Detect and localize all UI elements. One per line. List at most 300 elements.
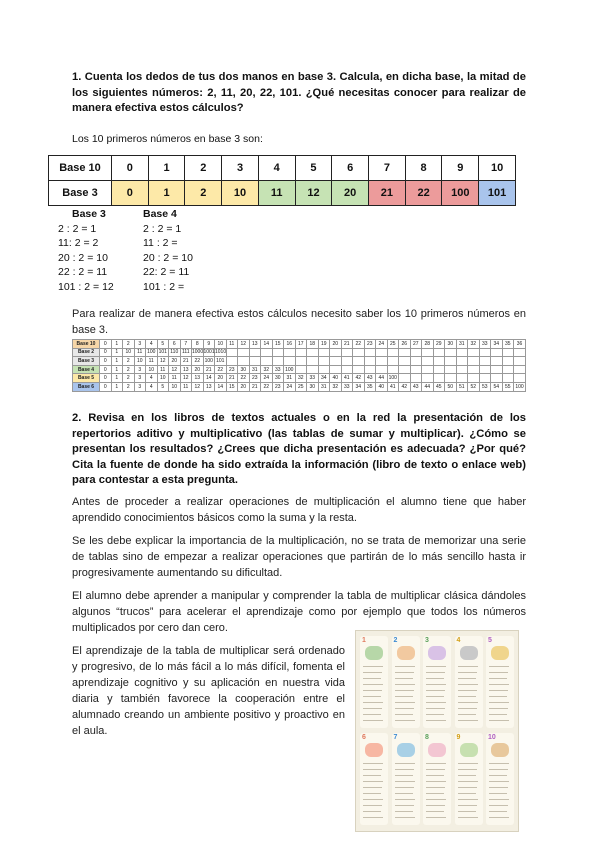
multi-base-cell	[468, 374, 480, 383]
multi-base-cell: 100	[388, 375, 397, 382]
multi-base-cell: 13	[192, 374, 204, 383]
multi-base-cell	[387, 348, 399, 357]
table-line	[489, 805, 508, 806]
multi-base-cell: 11	[134, 348, 146, 357]
table-line	[458, 714, 476, 715]
animal-icon	[460, 743, 478, 757]
table-line	[458, 793, 476, 794]
table-line	[426, 720, 446, 721]
multi-base-cell	[295, 348, 307, 357]
table-line	[458, 696, 476, 697]
multi-base-cell	[284, 357, 296, 366]
multi-base-cell	[364, 357, 376, 366]
table-line	[458, 811, 476, 812]
animal-icon	[397, 743, 415, 757]
multi-base-cell: 15	[226, 382, 238, 391]
multi-base-cell	[479, 348, 491, 357]
multi-base-label: Base 10	[73, 340, 100, 349]
multi-base-cell	[468, 365, 480, 374]
base3-cell: 21	[369, 181, 406, 206]
base10-cell: 0	[112, 156, 149, 181]
multi-base-cell: 11	[169, 374, 181, 383]
multi-base-cell: 21	[249, 382, 261, 391]
table-line	[395, 817, 415, 818]
multi-base-cell: 18	[307, 340, 319, 349]
table-line	[395, 720, 415, 721]
table-line	[395, 775, 413, 776]
multi-base-cell: 100	[285, 366, 294, 373]
multi-base-cell: 3	[134, 374, 146, 383]
table-line	[489, 720, 509, 721]
table-line	[458, 769, 477, 770]
multi-base-cell	[261, 357, 273, 366]
multi-base-cell: 14	[203, 374, 215, 383]
multi-base-cell: 45	[433, 382, 445, 391]
table-line	[363, 702, 383, 703]
multi-base-cell: 28	[422, 340, 434, 349]
table-line	[363, 787, 382, 788]
multi-base-cell: 31	[284, 374, 296, 383]
multi-base-label: Base 6	[73, 382, 100, 391]
multi-base-cell	[399, 348, 411, 357]
table-line	[426, 666, 446, 667]
table-line	[363, 690, 382, 691]
multi-base-cell: 1	[111, 382, 123, 391]
multi-base-cell: 30	[238, 365, 250, 374]
multi-base-cell: 100	[204, 357, 213, 364]
animal-icon	[397, 646, 415, 660]
paragraph-4: El aprendizaje de la tabla de multiplicar será ordenado y progresivo, de lo más fácil a lo más difícil, fomenta el aprendizaje cognitivo y su aplicación en nuestra vida diaria y también favorece la cooperación entre el alumnado creando un ambiente positivo y proactivo en el aula.	[72, 645, 345, 737]
multi-base-cell	[422, 357, 434, 366]
multi-base-cell: 51	[456, 382, 468, 391]
multi-base-cell: 0	[100, 348, 112, 357]
multi-base-cell: 34	[318, 374, 330, 383]
question-1: 1. Cuenta los dedos de tus dos manos en base 3. Calcula, en dicha base, la mitad de los siguientes números: 2, 11, 20, 22, 101. ¿Qué necesitas conocer para realizar de manera efectiva estos cálculos?	[72, 71, 526, 114]
multi-base-cell	[422, 365, 434, 374]
table-line	[458, 787, 477, 788]
multi-base-cell	[330, 357, 342, 366]
table-line	[458, 690, 477, 691]
answer-1: Para realizar de manera efectiva estos cálculos necesito saber los 10 primeros números en base 3.	[72, 308, 526, 336]
table-line	[489, 769, 508, 770]
multi-base-cell: 21	[226, 374, 238, 383]
table-line	[458, 817, 478, 818]
multi-base-cell	[433, 374, 445, 383]
table-card-number: 1	[362, 637, 366, 644]
base3-row	[49, 181, 516, 206]
table-line	[395, 696, 413, 697]
table-line	[363, 775, 381, 776]
base3-cell: 22	[405, 181, 442, 206]
multi-base-cell	[307, 348, 319, 357]
multi-base-cell: 30	[307, 382, 319, 391]
multi-base-cell: 110	[170, 349, 179, 356]
multi-base-cell: 22	[192, 357, 204, 366]
base3-cell: 101	[479, 181, 516, 206]
table-line	[426, 708, 445, 709]
multi-base-cell: 33	[307, 374, 319, 383]
multi-base-cell: 12	[192, 382, 204, 391]
multi-base-cell	[387, 365, 399, 374]
animal-icon	[428, 646, 446, 660]
table-line	[426, 805, 445, 806]
multi-base-cell	[272, 348, 284, 357]
table-line	[489, 708, 508, 709]
multi-base-cell	[284, 348, 296, 357]
multi-base-cell: 2	[123, 340, 135, 349]
animal-icon	[460, 646, 478, 660]
multi-base-cell	[502, 348, 514, 357]
table-line	[363, 817, 383, 818]
multi-base-cell: 10	[215, 340, 227, 349]
base3-division-column	[58, 207, 114, 295]
multi-base-cell: 101	[216, 357, 225, 364]
table-line	[363, 672, 382, 673]
table-line	[363, 811, 381, 812]
multi-base-cell: 111	[181, 349, 190, 356]
base3-cell: 12	[295, 181, 332, 206]
table-line	[363, 763, 383, 764]
multi-base-cell	[468, 348, 480, 357]
multi-base-cell: 4	[146, 382, 158, 391]
multi-base-cell: 1000	[192, 349, 204, 356]
multi-base-label: Base 2	[73, 348, 100, 357]
table-line	[489, 714, 507, 715]
base10-cell: 10	[479, 156, 516, 181]
multi-base-cell	[456, 357, 468, 366]
table-line	[363, 678, 381, 679]
base3-division-line: 101 : 2 = 12	[58, 280, 114, 293]
table-line	[489, 811, 507, 812]
table-line	[458, 666, 478, 667]
table-line	[426, 769, 445, 770]
multi-base-cell: 11	[157, 365, 169, 374]
multi-base-cell	[399, 365, 411, 374]
multi-base-cell	[238, 348, 250, 357]
multi-base-cell: 40	[376, 382, 388, 391]
multi-base-cell	[364, 348, 376, 357]
multi-base-cell: 5	[157, 340, 169, 349]
multi-base-cell: 42	[399, 382, 411, 391]
multi-base-cell: 52	[468, 382, 480, 391]
table-card	[360, 636, 388, 728]
table-line	[363, 696, 381, 697]
multi-base-cell: 7	[180, 340, 192, 349]
multi-base-cell: 23	[364, 340, 376, 349]
base10-cell: 8	[405, 156, 442, 181]
multi-base-cell: 6	[169, 340, 181, 349]
multi-base-cell: 3	[134, 382, 146, 391]
multi-base-cell	[238, 357, 250, 366]
table-card-number: 3	[425, 637, 429, 644]
multi-base-cell	[226, 348, 238, 357]
paragraph-3: El alumno debe aprender a manipular y comprender la tabla de multiplicar clásica dándoles algunos “trucos” para acelerar el aprendizaje como por ejemplo que todos los números multiplicados por cero dan cero.	[72, 590, 526, 634]
multi-base-cell: 5	[157, 382, 169, 391]
table-line	[363, 666, 383, 667]
table-card	[486, 733, 514, 825]
multi-base-cell: 31	[456, 340, 468, 349]
base3-cell: 2	[185, 181, 222, 206]
table-line	[395, 787, 414, 788]
multi-base-cell: 43	[364, 374, 376, 383]
multi-base-cell	[341, 348, 353, 357]
multi-base-cell: 23	[272, 382, 284, 391]
multi-base-cell: 40	[330, 374, 342, 383]
multi-base-cell	[445, 348, 457, 357]
table-line	[489, 775, 507, 776]
table-line	[489, 672, 508, 673]
multi-base-cell	[491, 374, 503, 383]
base4-division-line: 11 : 2 =	[143, 237, 178, 250]
multi-base-cell: 29	[433, 340, 445, 349]
base3-label: Base 3	[49, 181, 112, 206]
table-card-number: 10	[488, 734, 496, 741]
multi-base-cell: 15	[272, 340, 284, 349]
multi-base-cell	[272, 357, 284, 366]
multi-base-cell	[376, 357, 388, 366]
multi-base-cell	[456, 348, 468, 357]
multi-base-cell	[376, 348, 388, 357]
multi-base-cell: 11	[180, 382, 192, 391]
multi-base-cell: 0	[100, 357, 112, 366]
base3-division-line: 11: 2 = 2	[58, 237, 99, 250]
table-line	[458, 672, 477, 673]
multi-base-cell: 10	[157, 374, 169, 383]
multi-base-cell	[479, 357, 491, 366]
multi-base-cell: 0	[100, 382, 112, 391]
base4-division-line: 101 : 2 =	[143, 280, 185, 293]
multi-base-cell: 36	[514, 340, 526, 349]
multi-base-cell: 20	[192, 365, 204, 374]
paragraph-1: Antes de proceder a realizar operaciones de multiplicación el alumno tiene que haber aprendido conocimientos básicos como la suma y la resta.	[72, 496, 526, 524]
multi-base-cell	[341, 365, 353, 374]
multi-base-cell: 33	[341, 382, 353, 391]
multi-base-row	[73, 374, 526, 383]
multi-base-cell: 31	[249, 365, 261, 374]
table-line	[458, 708, 477, 709]
table-card-number: 8	[425, 734, 429, 741]
multi-base-cell: 0	[100, 374, 112, 383]
table-line	[395, 793, 413, 794]
multi-base-cell	[514, 365, 526, 374]
multi-base-cell	[318, 365, 330, 374]
base3-cell: 20	[332, 181, 369, 206]
table-card-number: 4	[456, 637, 461, 644]
multi-base-cell: 30	[272, 374, 284, 383]
multi-base-cell	[353, 357, 365, 366]
multi-base-table	[72, 339, 526, 392]
multi-base-cell	[445, 357, 457, 366]
multi-base-cell: 22	[215, 365, 227, 374]
base3-cell: 1	[148, 181, 185, 206]
multi-base-cell: 12	[157, 357, 169, 366]
multi-base-cell: 30	[445, 340, 457, 349]
multi-base-cell	[502, 374, 514, 383]
base10-label: Base 10	[49, 156, 112, 181]
multi-base-cell: 1	[111, 348, 123, 357]
table-card-number: 9	[456, 734, 461, 741]
multi-base-cell: 35	[364, 382, 376, 391]
multi-base-cell: 44	[422, 382, 434, 391]
table-line	[458, 702, 478, 703]
multi-base-cell	[261, 348, 273, 357]
multi-base-cell	[479, 374, 491, 383]
table-line	[489, 678, 507, 679]
table-line	[426, 678, 444, 679]
multi-base-cell	[330, 348, 342, 357]
multi-base-cell: 13	[203, 382, 215, 391]
multi-base-cell: 10	[123, 348, 135, 357]
table-line	[458, 805, 477, 806]
multi-base-cell: 8	[192, 340, 204, 349]
multi-base-cell	[307, 357, 319, 366]
table-card	[423, 636, 451, 728]
table-line	[458, 763, 478, 764]
multi-base-cell	[364, 365, 376, 374]
multi-base-cell	[422, 348, 434, 357]
table-line	[489, 702, 509, 703]
table-line	[489, 696, 507, 697]
multi-base-cell: 3	[134, 340, 146, 349]
base3-cell: 100	[442, 181, 479, 206]
base3-division-line: 2 : 2 = 1	[58, 222, 97, 235]
multi-base-cell: 1	[111, 365, 123, 374]
multi-base-cell	[376, 365, 388, 374]
table-line	[395, 811, 413, 812]
multi-base-cell: 33	[272, 365, 284, 374]
table-card	[486, 636, 514, 728]
table-line	[363, 805, 382, 806]
multi-base-cell: 12	[238, 340, 250, 349]
multi-base-cell	[422, 374, 434, 383]
base4-division-column	[143, 207, 193, 295]
multi-base-cell: 34	[491, 340, 503, 349]
base4-division-line: 2 : 2 = 1	[143, 222, 182, 235]
multi-base-cell	[502, 365, 514, 374]
multi-base-cell: 2	[123, 357, 135, 366]
base10-cell: 2	[185, 156, 222, 181]
multi-base-cell	[249, 348, 261, 357]
multi-base-cell	[399, 374, 411, 383]
base3-division-line: 20 : 2 = 10	[58, 251, 108, 264]
base3-cell: 11	[258, 181, 295, 206]
table-line	[363, 708, 382, 709]
table-line	[363, 781, 383, 782]
multi-base-cell: 32	[295, 374, 307, 383]
table-line	[395, 684, 415, 685]
multi-base-cell	[410, 357, 422, 366]
table-line	[395, 799, 415, 800]
multi-base-cell: 20	[238, 382, 250, 391]
multi-base-cell: 1	[111, 374, 123, 383]
table-line	[426, 714, 444, 715]
base4-division-line: 20 : 2 = 10	[143, 251, 193, 264]
base10-cell: 9	[442, 156, 479, 181]
multi-base-cell: 42	[353, 374, 365, 383]
multi-base-cell: 2	[123, 382, 135, 391]
multi-base-cell	[249, 357, 261, 366]
table-line	[458, 775, 476, 776]
multi-base-cell	[307, 365, 319, 374]
table-card-number: 2	[393, 637, 398, 644]
multi-base-cell	[468, 357, 480, 366]
multi-base-cell: 24	[261, 374, 273, 383]
table-line	[426, 793, 444, 794]
multi-base-cell	[502, 357, 514, 366]
table-line	[395, 781, 415, 782]
table-card	[455, 636, 483, 728]
table-line	[426, 775, 444, 776]
table-line	[395, 805, 414, 806]
multi-base-cell: 20	[330, 340, 342, 349]
table-line	[489, 684, 509, 685]
multi-base-cell: 0	[100, 340, 112, 349]
multi-base-cell: 33	[479, 340, 491, 349]
multi-base-cell: 4	[146, 374, 158, 383]
multi-base-cell	[445, 374, 457, 383]
table-line	[426, 811, 444, 812]
table-line	[395, 690, 414, 691]
multi-base-cell: 23	[226, 365, 238, 374]
table-line	[458, 684, 478, 685]
base10-cell: 6	[332, 156, 369, 181]
multi-base-cell: 31	[318, 382, 330, 391]
multi-base-label: Base 3	[73, 357, 100, 366]
table-line	[489, 799, 509, 800]
multi-base-cell: 32	[261, 365, 273, 374]
base10-cell: 7	[369, 156, 406, 181]
base4-header: Base 4	[143, 208, 177, 220]
multi-base-cell	[353, 348, 365, 357]
multi-base-row	[73, 348, 526, 357]
table-line	[395, 702, 415, 703]
table-card-number: 5	[488, 637, 492, 644]
multi-base-cell	[318, 348, 330, 357]
multi-base-cell: 3	[134, 365, 146, 374]
table-card	[392, 733, 420, 825]
table-line	[426, 696, 444, 697]
base10-cell: 4	[258, 156, 295, 181]
multi-base-cell	[491, 357, 503, 366]
multi-base-cell: 34	[353, 382, 365, 391]
multi-base-cell: 16	[284, 340, 296, 349]
multi-base-row	[73, 365, 526, 374]
multi-base-row	[73, 382, 526, 391]
multi-base-cell: 41	[387, 382, 399, 391]
multi-base-cell	[514, 357, 526, 366]
animal-icon	[365, 743, 383, 757]
multi-base-cell: 17	[295, 340, 307, 349]
base10-cell: 1	[148, 156, 185, 181]
table-line	[363, 769, 382, 770]
multi-base-cell: 100	[147, 349, 156, 356]
table-line	[395, 666, 415, 667]
multi-base-cell: 1	[111, 357, 123, 366]
animal-icon	[491, 646, 509, 660]
multi-base-cell	[410, 374, 422, 383]
table-line	[426, 672, 445, 673]
table-card	[360, 733, 388, 825]
table-card-number: 6	[362, 734, 366, 741]
multi-base-cell	[491, 348, 503, 357]
multi-base-cell	[330, 365, 342, 374]
multi-base-cell: 20	[215, 374, 227, 383]
multi-base-cell: 10	[146, 365, 158, 374]
animal-icon	[491, 743, 509, 757]
table-line	[363, 793, 381, 794]
animal-icon	[365, 646, 383, 660]
multi-base-cell	[433, 348, 445, 357]
